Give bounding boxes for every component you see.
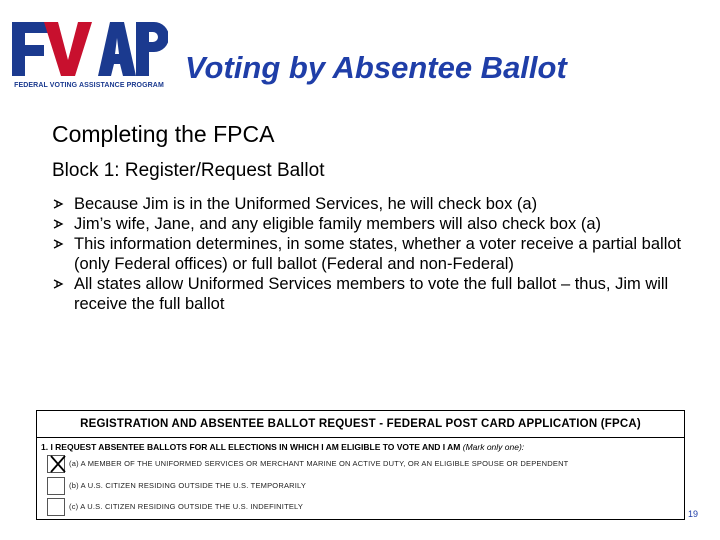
fvap-logo xyxy=(8,18,168,98)
bullet-item xyxy=(52,194,692,214)
x-mark-icon xyxy=(49,454,67,474)
arrow-bullet-icon xyxy=(52,278,64,290)
page-number: 19 xyxy=(688,509,699,519)
bullet-text: Jim’s wife, Jane, and any eligible family members will also check box (a) xyxy=(74,215,601,233)
bullet-item xyxy=(52,274,692,314)
section-heading: Completing the FPCA xyxy=(52,121,275,147)
bullet-text: This information determines, in some states, whether a voter receive a partial ballot (only Federal offices) or full ballot (Federal and non-Federal) xyxy=(74,235,682,273)
form-question-text: 1. I REQUEST ABSENTEE BALLOTS FOR ALL ELECTIONS IN WHICH I AM ELIGIBLE TO VOTE AND I AM xyxy=(41,442,461,452)
logo-subtitle: FEDERAL VOTING ASSISTANCE PROGRAM xyxy=(14,82,164,89)
block-subheading: Block 1: Register/Request Ballot xyxy=(52,160,325,181)
arrow-bullet-icon xyxy=(52,218,64,230)
arrow-bullet-icon xyxy=(52,238,64,250)
option-label: (c) A U.S. CITIZEN RESIDING OUTSIDE THE U.S. INDEFINITELY xyxy=(69,502,304,511)
checkbox-a[interactable] xyxy=(47,455,65,473)
bullet-list xyxy=(52,194,692,314)
form-question-note: (Mark only one): xyxy=(462,442,525,452)
option-label: (b) A U.S. CITIZEN RESIDING OUTSIDE THE U.S. TEMPORARILY xyxy=(69,481,307,490)
bullet-item xyxy=(52,214,692,234)
bullet-text: Because Jim is in the Uniformed Services, he will check box (a) xyxy=(74,195,538,213)
fvap-logo-mark xyxy=(8,18,168,80)
bullet-item xyxy=(52,234,692,274)
form-question xyxy=(41,442,524,452)
bullet-text: All states allow Uniformed Services members to vote the full ballot – thus, Jim will receive the full ballot xyxy=(74,275,669,313)
fpca-form-excerpt xyxy=(36,410,685,520)
option-label: (a) A MEMBER OF THE UNIFORMED SERVICES OR MERCHANT MARINE ON ACTIVE DUTY, OR AN ELIGIBLE SPOUSE OR DEPENDENT xyxy=(69,459,569,468)
checkbox-b[interactable] xyxy=(47,477,65,495)
checkbox-c[interactable] xyxy=(47,498,65,516)
arrow-bullet-icon xyxy=(52,198,64,210)
form-header: REGISTRATION AND ABSENTEE BALLOT REQUEST - FEDERAL POST CARD APPLICATION (FPCA) xyxy=(37,411,684,438)
slide-title: Voting by Absentee Ballot xyxy=(185,50,567,85)
